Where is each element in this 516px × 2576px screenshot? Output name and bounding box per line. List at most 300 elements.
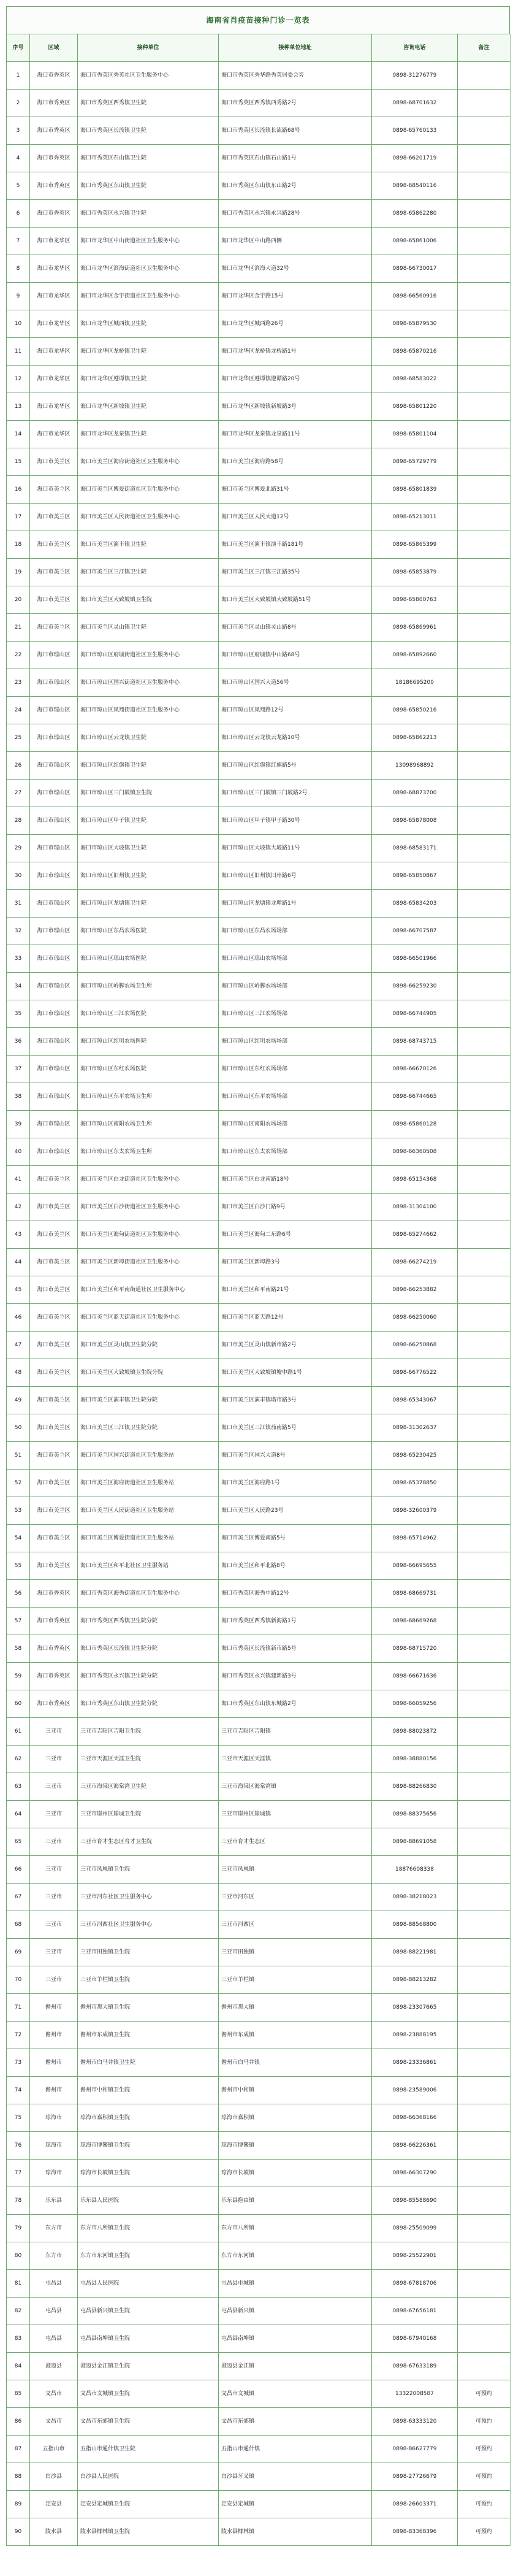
table-row <box>7 1497 510 1525</box>
cell-unit: 海口市美兰区和平南街道社区卫生服务中心 <box>78 1276 219 1304</box>
cell-phone: 0898-67633189 <box>372 2353 458 2380</box>
cell-district: 海口市龙华区 <box>30 421 78 448</box>
cell-address: 三亚市田独镇 <box>219 1939 372 1966</box>
cell-unit: 海口市龙华区新坡镇卫生院 <box>78 393 219 421</box>
cell-unit: 三亚市崖州区崖城卫生院 <box>78 1801 219 1828</box>
cell-address: 海口市琼山区旧州镇旧州路6号 <box>219 862 372 890</box>
cell-district: 海口市琼山区 <box>30 973 78 1000</box>
table-row <box>7 973 510 1000</box>
cell-no: 70 <box>7 1966 30 1994</box>
cell-unit: 海口市美兰区灵山镇卫生院 <box>78 614 219 642</box>
cell-no: 34 <box>7 973 30 1000</box>
cell-address: 海口市琼山区府城镇中山路68号 <box>219 642 372 669</box>
cell-district: 海口市龙华区 <box>30 283 78 310</box>
cell-district: 三亚市 <box>30 1856 78 1884</box>
cell-district: 海口市美兰区 <box>30 559 78 586</box>
cell-address: 海口市美兰区海甸二东路6号 <box>219 1221 372 1249</box>
cell-district: 海口市龙华区 <box>30 310 78 338</box>
cell-unit: 海口市琼山区凤翔街道社区卫生服务中心 <box>78 697 219 724</box>
cell-address: 海口市美兰区和平北路8号 <box>219 1552 372 1580</box>
cell-phone: 0898-88221981 <box>372 1939 458 1966</box>
cell-note <box>458 642 510 669</box>
cell-note <box>458 1056 510 1083</box>
cell-note <box>458 2104 510 2132</box>
cell-note <box>458 1690 510 1718</box>
cell-no: 42 <box>7 1194 30 1221</box>
cell-note <box>458 62 510 90</box>
cell-district: 屯昌县 <box>30 2270 78 2298</box>
cell-district: 儋州市 <box>30 2049 78 2077</box>
cell-no: 67 <box>7 1884 30 1911</box>
cell-unit: 海口市美兰区三江镇卫生院分院 <box>78 1414 219 1442</box>
cell-district: 三亚市 <box>30 1718 78 1746</box>
cell-note <box>458 283 510 310</box>
cell-note: 可预约 <box>458 2491 510 2518</box>
cell-note <box>458 1580 510 1608</box>
table-row <box>7 504 510 531</box>
cell-note: 可预约 <box>458 2518 510 2546</box>
cell-district: 澄迈县 <box>30 2353 78 2380</box>
table-row <box>7 1304 510 1332</box>
cell-no: 76 <box>7 2132 30 2160</box>
table-row <box>7 1414 510 1442</box>
cell-unit: 儋州市那大镇卫生院 <box>78 1994 219 2022</box>
table-row <box>7 2270 510 2298</box>
cell-address: 三亚市羊栏镇 <box>219 1966 372 1994</box>
cell-no: 5 <box>7 172 30 200</box>
cell-district: 海口市秀英区 <box>30 172 78 200</box>
cell-unit: 海口市琼山区东昌农场医院 <box>78 918 219 945</box>
cell-district: 东方市 <box>30 2215 78 2242</box>
cell-unit: 三亚市河东社区卫生服务中心 <box>78 1884 219 1911</box>
cell-phone: 0898-68583171 <box>372 835 458 862</box>
cell-district: 海口市琼山区 <box>30 918 78 945</box>
cell-unit: 三亚市河西社区卫生服务中心 <box>78 1911 219 1939</box>
document-page <box>6 6 510 2546</box>
cell-note <box>458 697 510 724</box>
cell-note <box>458 1028 510 1056</box>
cell-address: 海口市琼山区大坡镇大坡路11号 <box>219 835 372 862</box>
cell-unit: 海口市美兰区海府街道社区卫生服务站 <box>78 1470 219 1497</box>
cell-no: 75 <box>7 2104 30 2132</box>
cell-district: 海口市琼山区 <box>30 945 78 973</box>
cell-address: 海口市琼山区东昌农场场部 <box>219 918 372 945</box>
table-row <box>7 448 510 476</box>
cell-no: 80 <box>7 2242 30 2270</box>
cell-no: 21 <box>7 614 30 642</box>
cell-no: 52 <box>7 1470 30 1497</box>
cell-no: 49 <box>7 1387 30 1414</box>
cell-note <box>458 1911 510 1939</box>
cell-no: 32 <box>7 918 30 945</box>
cell-address: 海口市美兰区灵山镇灵山路8号 <box>219 614 372 642</box>
cell-note <box>458 366 510 393</box>
table-row <box>7 117 510 145</box>
cell-unit: 琼海市博鳌镇卫生院 <box>78 2132 219 2160</box>
cell-no: 29 <box>7 835 30 862</box>
cell-address: 海口市琼山区南阳农场场部 <box>219 1111 372 1138</box>
cell-phone: 0898-68701632 <box>372 90 458 117</box>
cell-district: 海口市美兰区 <box>30 531 78 559</box>
header-phone: 咨询电话 <box>372 34 458 62</box>
cell-district: 屯昌县 <box>30 2325 78 2353</box>
table-header-row <box>7 34 510 62</box>
cell-note <box>458 2022 510 2049</box>
cell-no: 73 <box>7 2049 30 2077</box>
cell-address: 海口市美兰区和平南路21号 <box>219 1276 372 1304</box>
cell-unit: 海口市琼山区三江农场医院 <box>78 1000 219 1028</box>
cell-phone: 0898-27726679 <box>372 2463 458 2491</box>
cell-phone: 0898-65865399 <box>372 531 458 559</box>
cell-address: 海口市琼山区红明农场场部 <box>219 1028 372 1056</box>
cell-district: 三亚市 <box>30 1746 78 1773</box>
cell-unit: 海口市美兰区博爱街道社区卫生服务站 <box>78 1525 219 1552</box>
cell-note <box>458 228 510 255</box>
cell-address: 海口市美兰区三江镇茄南路5号 <box>219 1414 372 1442</box>
cell-address: 琼海市嘉积镇 <box>219 2104 372 2132</box>
cell-phone: 0898-65879530 <box>372 310 458 338</box>
cell-district: 三亚市 <box>30 1939 78 1966</box>
cell-address: 海口市秀英区秀华路秀英居委会旁 <box>219 62 372 90</box>
cell-no: 81 <box>7 2270 30 2298</box>
cell-note <box>458 1773 510 1801</box>
cell-address: 海口市秀英区石山镇石山路1号 <box>219 145 372 172</box>
cell-district: 海口市美兰区 <box>30 1497 78 1525</box>
cell-phone: 0898-66360508 <box>372 1138 458 1166</box>
cell-note <box>458 2077 510 2104</box>
cell-district: 海口市美兰区 <box>30 1387 78 1414</box>
cell-phone: 0898-65801104 <box>372 421 458 448</box>
cell-no: 72 <box>7 2022 30 2049</box>
cell-phone: 0898-65230425 <box>372 1442 458 1470</box>
cell-address: 海口市龙华区城西路26号 <box>219 310 372 338</box>
cell-note <box>458 476 510 504</box>
table-row <box>7 1828 510 1856</box>
table-row <box>7 1056 510 1083</box>
cell-district: 海口市琼山区 <box>30 862 78 890</box>
cell-district: 海口市秀英区 <box>30 1635 78 1663</box>
cell-district: 海口市美兰区 <box>30 1304 78 1332</box>
cell-unit: 海口市秀英区东山镇卫生院分院 <box>78 1690 219 1718</box>
cell-district: 海口市美兰区 <box>30 1525 78 1552</box>
cell-note <box>458 448 510 476</box>
cell-unit: 三亚市海棠区海棠湾卫生院 <box>78 1773 219 1801</box>
cell-note <box>458 2298 510 2325</box>
cell-unit: 海口市秀英区西秀镇卫生院分院 <box>78 1608 219 1635</box>
cell-no: 62 <box>7 1746 30 1773</box>
cell-district: 儋州市 <box>30 2077 78 2104</box>
cell-district: 海口市龙华区 <box>30 393 78 421</box>
cell-address: 屯昌县屯城镇 <box>219 2270 372 2298</box>
table-row <box>7 283 510 310</box>
table-row <box>7 2353 510 2380</box>
cell-no: 63 <box>7 1773 30 1801</box>
cell-phone: 0898-65850216 <box>372 697 458 724</box>
cell-unit: 海口市美兰区新埠街道社区卫生服务中心 <box>78 1249 219 1276</box>
cell-address: 陵水县椰林镇 <box>219 2518 372 2546</box>
cell-no: 7 <box>7 228 30 255</box>
table-row <box>7 642 510 669</box>
cell-unit: 海口市琼山区甲子镇卫生院 <box>78 807 219 835</box>
table-row <box>7 1276 510 1304</box>
cell-unit: 东方市东河镇卫生院 <box>78 2242 219 2270</box>
cell-no: 19 <box>7 559 30 586</box>
table-row <box>7 1359 510 1387</box>
cell-no: 90 <box>7 2518 30 2546</box>
cell-district: 海口市秀英区 <box>30 1690 78 1718</box>
cell-phone: 0898-65801220 <box>372 393 458 421</box>
cell-district: 琼海市 <box>30 2160 78 2187</box>
cell-note <box>458 1083 510 1111</box>
cell-address: 三亚市吉阳区吉阳镇 <box>219 1718 372 1746</box>
table-row <box>7 1387 510 1414</box>
cell-phone: 0898-65213011 <box>372 504 458 531</box>
table-row <box>7 2491 510 2518</box>
cell-phone: 0898-88023872 <box>372 1718 458 1746</box>
cell-address: 海口市龙华区金宇路15号 <box>219 283 372 310</box>
cell-note <box>458 1856 510 1884</box>
cell-unit: 海口市美兰区大致坡镇卫生院分院 <box>78 1359 219 1387</box>
cell-no: 55 <box>7 1552 30 1580</box>
cell-address: 琼海市博鳌镇 <box>219 2132 372 2160</box>
table-row <box>7 1138 510 1166</box>
table-row <box>7 780 510 807</box>
cell-district: 海口市美兰区 <box>30 614 78 642</box>
cell-note <box>458 2132 510 2160</box>
cell-unit: 海口市美兰区人民街道社区卫生服务中心 <box>78 504 219 531</box>
table-row <box>7 1856 510 1884</box>
cell-unit: 澄迈县金江镇卫生院 <box>78 2353 219 2380</box>
cell-phone: 18876608338 <box>372 1856 458 1884</box>
cell-no: 9 <box>7 283 30 310</box>
cell-address: 海口市美兰区演丰镇演丰路181号 <box>219 531 372 559</box>
cell-district: 三亚市 <box>30 1801 78 1828</box>
cell-note <box>458 1608 510 1635</box>
cell-district: 海口市美兰区 <box>30 1552 78 1580</box>
cell-no: 45 <box>7 1276 30 1304</box>
cell-unit: 海口市美兰区大致坡镇卫生院 <box>78 586 219 614</box>
table-row <box>7 1635 510 1663</box>
cell-note <box>458 2187 510 2215</box>
cell-address: 海口市美兰区白沙门路9号 <box>219 1194 372 1221</box>
cell-unit: 海口市琼山区东平农场卫生所 <box>78 1083 219 1111</box>
cell-unit: 海口市秀英区东山镇卫生院 <box>78 172 219 200</box>
cell-district: 海口市龙华区 <box>30 228 78 255</box>
cell-district: 琼海市 <box>30 2132 78 2160</box>
cell-note <box>458 2160 510 2187</box>
table-row <box>7 1525 510 1552</box>
cell-phone: 0898-68669268 <box>372 1608 458 1635</box>
cell-note <box>458 1442 510 1470</box>
table-row <box>7 1663 510 1690</box>
cell-no: 35 <box>7 1000 30 1028</box>
cell-phone: 0898-66259230 <box>372 973 458 1000</box>
cell-district: 海口市秀英区 <box>30 145 78 172</box>
cell-note <box>458 1884 510 1911</box>
cell-district: 海口市琼山区 <box>30 807 78 835</box>
cell-district: 乐东县 <box>30 2187 78 2215</box>
table-row <box>7 1939 510 1966</box>
cell-note <box>458 586 510 614</box>
table-row <box>7 393 510 421</box>
cell-no: 57 <box>7 1608 30 1635</box>
cell-phone: 0898-23589006 <box>372 2077 458 2104</box>
cell-phone: 0898-85588690 <box>372 2187 458 2215</box>
cell-unit: 海口市琼山区旧州镇卫生院 <box>78 862 219 890</box>
cell-unit: 海口市龙华区遵谭镇卫生院 <box>78 366 219 393</box>
table-row <box>7 2408 510 2436</box>
table-row <box>7 1801 510 1828</box>
cell-unit: 海口市秀英区长流镇卫生院 <box>78 117 219 145</box>
cell-unit: 海口市龙华区中山街道社区卫生服务中心 <box>78 228 219 255</box>
cell-unit: 海口市琼山区东太农场卫生所 <box>78 1138 219 1166</box>
table-row <box>7 1470 510 1497</box>
cell-unit: 陵水县椰林镇卫生院 <box>78 2518 219 2546</box>
cell-phone: 0898-66730017 <box>372 255 458 283</box>
cell-no: 26 <box>7 752 30 780</box>
table-body <box>7 62 510 2546</box>
table-row <box>7 752 510 780</box>
table-row <box>7 1884 510 1911</box>
table-row <box>7 1580 510 1608</box>
cell-note <box>458 1718 510 1746</box>
cell-district: 海口市秀英区 <box>30 1580 78 1608</box>
table-row <box>7 1773 510 1801</box>
cell-district: 三亚市 <box>30 1884 78 1911</box>
table-row <box>7 559 510 586</box>
cell-no: 83 <box>7 2325 30 2353</box>
cell-phone: 0898-65760133 <box>372 117 458 145</box>
cell-note <box>458 918 510 945</box>
cell-district: 海口市美兰区 <box>30 1221 78 1249</box>
cell-unit: 屯昌县新兴镇卫生院 <box>78 2298 219 2325</box>
cell-address: 海口市龙华区遵谭镇遵谭路20号 <box>219 366 372 393</box>
cell-unit: 海口市秀英区海秀街道社区卫生服务中心 <box>78 1580 219 1608</box>
cell-phone: 0898-32600379 <box>372 1497 458 1525</box>
table-row <box>7 2463 510 2491</box>
cell-address: 海口市美兰区博爱北路31号 <box>219 476 372 504</box>
table-row <box>7 1911 510 1939</box>
table-row <box>7 697 510 724</box>
table-row <box>7 2049 510 2077</box>
table-row <box>7 366 510 393</box>
cell-note <box>458 2325 510 2353</box>
cell-note <box>458 1221 510 1249</box>
cell-note <box>458 117 510 145</box>
cell-note <box>458 310 510 338</box>
cell-district: 海口市琼山区 <box>30 1056 78 1083</box>
cell-address: 海口市秀英区西秀镇新海路1号 <box>219 1608 372 1635</box>
cell-unit: 海口市秀英区长流镇卫生院分院 <box>78 1635 219 1663</box>
cell-no: 17 <box>7 504 30 531</box>
cell-phone: 0898-65870216 <box>372 338 458 366</box>
cell-address: 定安县定城镇 <box>219 2491 372 2518</box>
cell-address: 海口市龙华区新坡镇新坡路3号 <box>219 393 372 421</box>
cell-phone: 0898-31276779 <box>372 62 458 90</box>
cell-address: 海口市琼山区云龙镇云龙路10号 <box>219 724 372 752</box>
table-row <box>7 1746 510 1773</box>
cell-note <box>458 393 510 421</box>
table-row <box>7 1994 510 2022</box>
cell-note: 可预约 <box>458 2408 510 2436</box>
cell-phone: 0898-66226361 <box>372 2132 458 2160</box>
header-address: 接种单位地址 <box>219 34 372 62</box>
cell-address: 乐东县抱由镇 <box>219 2187 372 2215</box>
table-row <box>7 2325 510 2353</box>
cell-note <box>458 338 510 366</box>
cell-phone: 0898-65878008 <box>372 807 458 835</box>
cell-district: 海口市琼山区 <box>30 752 78 780</box>
cell-address: 海口市琼山区甲子镇甲子路30号 <box>219 807 372 835</box>
cell-district: 海口市美兰区 <box>30 1249 78 1276</box>
table-row <box>7 1083 510 1111</box>
table-row <box>7 310 510 338</box>
cell-note <box>458 559 510 586</box>
table-row <box>7 476 510 504</box>
cell-no: 3 <box>7 117 30 145</box>
header-unit: 接种单位 <box>78 34 219 62</box>
cell-note <box>458 1304 510 1332</box>
cell-phone: 0898-66274219 <box>372 1249 458 1276</box>
cell-district: 海口市琼山区 <box>30 697 78 724</box>
table-row <box>7 2518 510 2546</box>
cell-address: 儋州市东成镇 <box>219 2022 372 2049</box>
cell-phone: 0898-65378850 <box>372 1470 458 1497</box>
cell-no: 8 <box>7 255 30 283</box>
cell-unit: 海口市龙华区龙桥镇卫生院 <box>78 338 219 366</box>
document-title: 海南省肖疫苗接种门诊一览表 <box>6 6 510 34</box>
cell-no: 37 <box>7 1056 30 1083</box>
cell-unit: 海口市美兰区国兴街道社区卫生服务站 <box>78 1442 219 1470</box>
cell-no: 13 <box>7 393 30 421</box>
cell-address: 海口市秀英区东山镇东山路2号 <box>219 172 372 200</box>
table-row <box>7 255 510 283</box>
cell-district: 海口市秀英区 <box>30 117 78 145</box>
cell-address: 海口市美兰区博爱南路5号 <box>219 1525 372 1552</box>
cell-no: 25 <box>7 724 30 752</box>
cell-unit: 海口市秀英区永兴镇卫生院 <box>78 200 219 228</box>
cell-unit: 屯昌县南坤镇卫生院 <box>78 2325 219 2353</box>
cell-address: 三亚市海棠区海棠湾镇 <box>219 1773 372 1801</box>
table-row <box>7 945 510 973</box>
cell-no: 1 <box>7 62 30 90</box>
cell-phone: 0898-68583022 <box>372 366 458 393</box>
cell-no: 33 <box>7 945 30 973</box>
table-row <box>7 2298 510 2325</box>
cell-address: 海口市琼山区岭脚农场场部 <box>219 973 372 1000</box>
cell-phone: 0898-26603371 <box>372 2491 458 2518</box>
cell-no: 11 <box>7 338 30 366</box>
cell-note <box>458 1138 510 1166</box>
cell-district: 海口市美兰区 <box>30 1359 78 1387</box>
cell-no: 61 <box>7 1718 30 1746</box>
cell-phone: 0898-23336861 <box>372 2049 458 2077</box>
table-row <box>7 1552 510 1580</box>
cell-unit: 儋州市白马井镇卫生院 <box>78 2049 219 2077</box>
cell-phone: 0898-65343067 <box>372 1387 458 1414</box>
cell-note <box>458 669 510 697</box>
cell-unit: 海口市美兰区白龙街道社区卫生服务中心 <box>78 1166 219 1194</box>
cell-unit: 海口市琼山区府城街道社区卫生服务中心 <box>78 642 219 669</box>
cell-unit: 海口市琼山区龙塘镇卫生院 <box>78 890 219 918</box>
cell-unit: 文昌市东郊镇卫生院 <box>78 2408 219 2436</box>
cell-no: 65 <box>7 1828 30 1856</box>
cell-no: 15 <box>7 448 30 476</box>
cell-no: 86 <box>7 2408 30 2436</box>
cell-phone: 0898-23307665 <box>372 1994 458 2022</box>
cell-phone: 0898-66671636 <box>372 1663 458 1690</box>
cell-note <box>458 2270 510 2298</box>
